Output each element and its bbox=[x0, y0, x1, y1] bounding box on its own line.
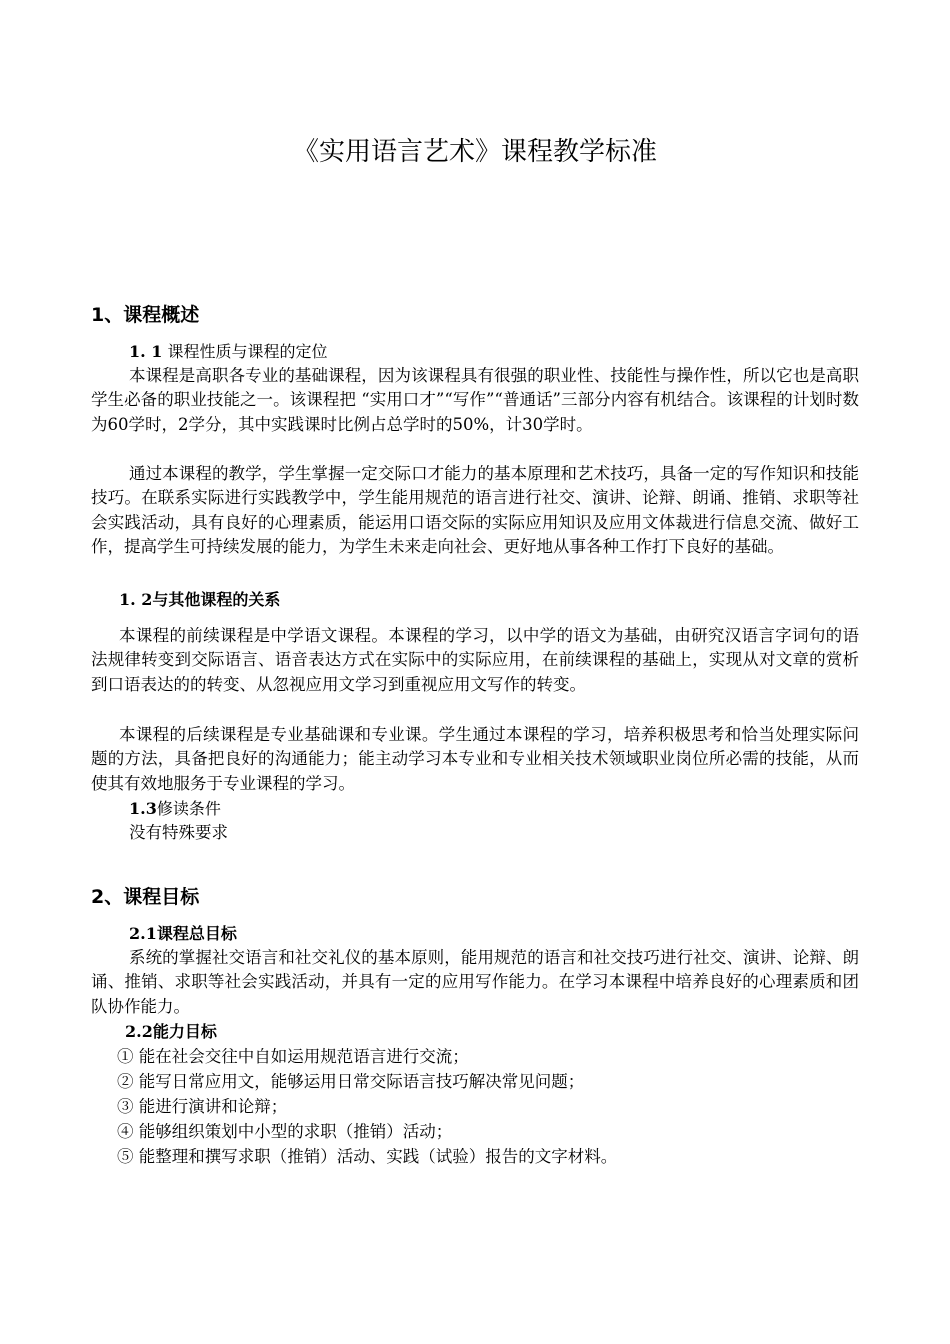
subsection-1-3-heading bbox=[129, 797, 221, 821]
subsection-1-2-heading: 1. 2与其他课程的关系 bbox=[119, 590, 281, 609]
document-title: 《实用语言艺术》课程教学标准 bbox=[292, 137, 657, 167]
subsection-2-1-heading: 2.1课程总目标 bbox=[129, 924, 237, 943]
subsection-1-3-text: 修读条件 bbox=[156, 799, 221, 818]
section-1-1-paragraph-1: 本课程是高职各专业的基础课程，因为该课程具有很强的职业性、技能性与操作性，所以它也是高职学生必备的职业技能之一。该课程把 “实用口才”“写作”“普通话”三部分内容有机结合。该课程的计划时数为60学时，2学分，其中实践课时比例占总学时的50%，计30学时。 bbox=[91, 366, 859, 434]
section-1-1-paragraph-2: 通过本课程的教学，学生掌握一定交际口才能力的基本原理和艺术技巧，具备一定的写作知识和技能技巧。在联系实际进行实践教学中，学生能用规范的语言进行社交、演讲、论辩、朗诵、推销、求职等社会实践活动，具有良好的心理素质，能运用口语交际的实际应用知识及应用文体裁进行信息交流、做好工作，提高学生可持续发展的能力，为学生未来走向社会、更好地从事各种工作打下良好的基础。 bbox=[91, 464, 859, 556]
subsection-1-1-text: 课程性质与课程的定位 bbox=[167, 342, 328, 361]
section-1-heading: 1、课程概述 bbox=[91, 304, 200, 326]
ability-goal-item: ③ 能进行演讲和论辩； bbox=[117, 1097, 288, 1116]
section-2-heading: 2、课程目标 bbox=[91, 886, 200, 908]
ability-goal-item: ① 能在社会交往中自如运用规范语言进行交流； bbox=[117, 1047, 469, 1066]
subsection-1-3-body: 没有特殊要求 bbox=[129, 823, 228, 842]
section-1-2-paragraph-1: 本课程的前续课程是中学语文课程。本课程的学习，以中学的语文为基础，由研究汉语言字词句的语法规律转变到交际语言、语音表达方式在实际中的实际应用，在前续课程的基础上，实现从对文章的赏析到口语表达的的转变、从忽视应用文学习到重视应用文写作的转变。 bbox=[91, 626, 859, 694]
subsection-1-1-heading bbox=[129, 340, 328, 364]
section-1-2-paragraph-2: 本课程的后续课程是专业基础课和专业课。学生通过本课程的学习，培养积极思考和恰当处理实际问题的方法，具备把良好的沟通能力；能主动学习本专业和专业相关技术领域职业岗位所必需的技能，从而使其有效地服务于专业课程的学习。 bbox=[91, 725, 859, 793]
subsection-1-1-number: 1. 1 bbox=[129, 342, 163, 361]
ability-goal-item: ⑤ 能整理和撰写求职（推销）活动、实践（试验）报告的文字材料。 bbox=[117, 1147, 618, 1166]
ability-goal-item: ④ 能够组织策划中小型的求职（推销）活动； bbox=[117, 1122, 453, 1141]
section-2-1-paragraph: 系统的掌握社交语言和社交礼仪的基本原则，能用规范的语言和社交技巧进行社交、演讲、论辩、朗诵、推销、求职等社会实践活动，并具有一定的应用写作能力。在学习本课程中培养良好的心理素质和团队协作能力。 bbox=[91, 948, 859, 1016]
ability-goal-item: ② 能写日常应用文，能够运用日常交际语言技巧解决常见问题； bbox=[117, 1072, 585, 1091]
subsection-2-2-heading: 2.2能力目标 bbox=[125, 1022, 217, 1041]
subsection-1-3-number: 1.3 bbox=[129, 799, 157, 818]
